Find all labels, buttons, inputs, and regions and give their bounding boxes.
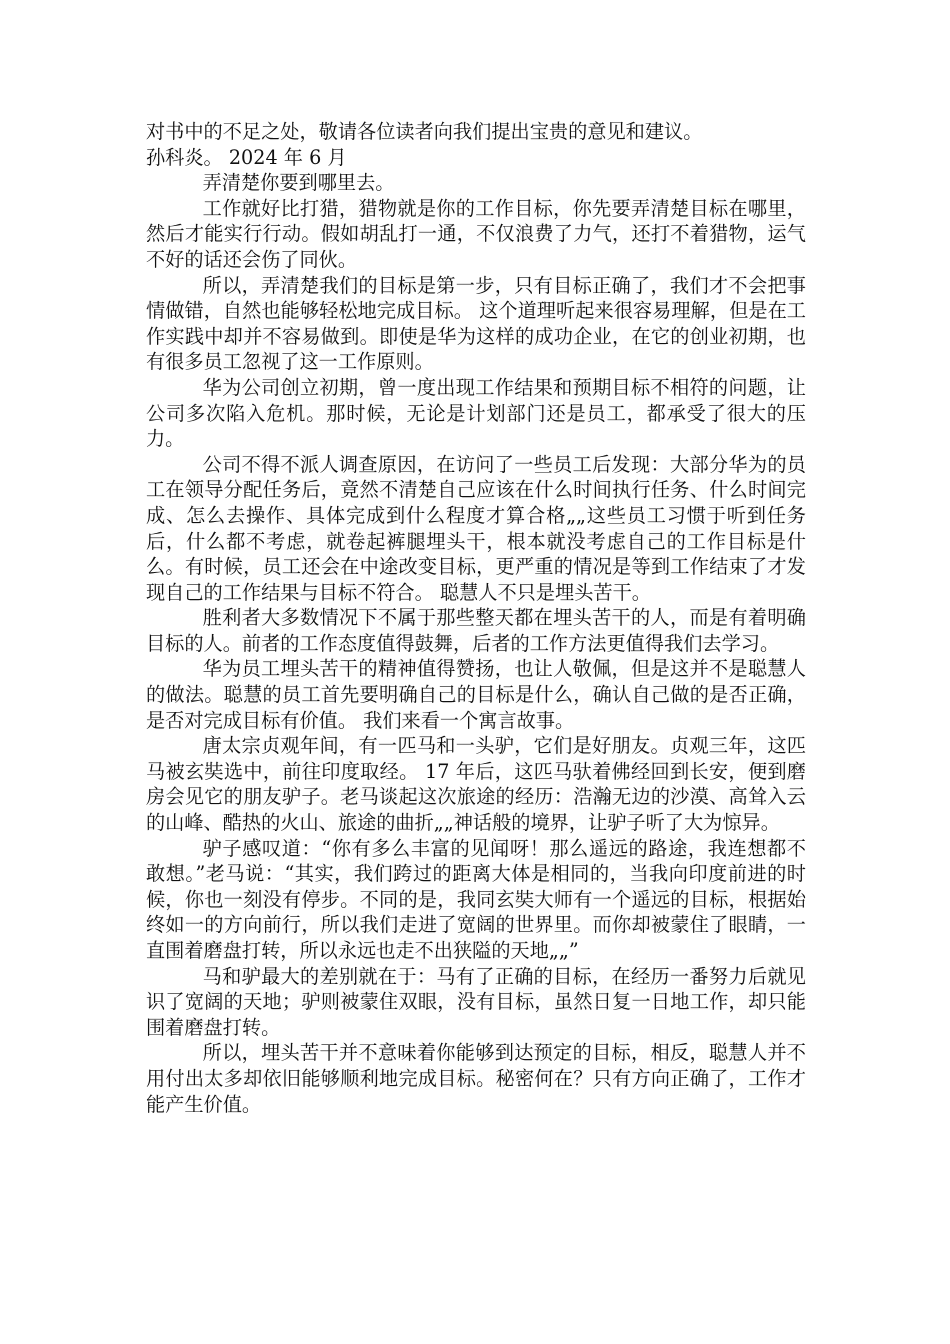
paragraph-investigation: 公司不得不派人调查原因，在访问了一些员工后发现：大部分华为的员工在领导分配任务后，竟然不清楚自己应该在什么时间执行任务、什么时间完成、怎么去操作、具体完成到什么程度才算合格„„这些员工习惯于听到任务后，什么都不考虑，就卷起裤腿埋头干，根本就没考虑自己的工作目标是什么。有时候，员工还会在中途改变目标，更严重的情况是等到工作结束了才发现自己的工作结果与目标不符合。 聪慧人不只是埋头苦干。 (146, 452, 806, 604)
paragraph-winners: 胜利者大多数情况下不属于那些整天都在埋头苦干的人，而是有着明确目标的人。前者的工作态度值得鼓舞，后者的工作方法更值得我们去学习。 (146, 606, 806, 655)
paragraph-smart-employee: 华为员工埋头苦干的精神值得赞扬，也让人敬佩，但是这并不是聪慧人的做法。聪慧的员工首先要明确自己的目标是什么，确认自己做的是否正确，是否对完成目标有价值。 我们来看一个寓言故事。 (146, 657, 806, 732)
paragraph-section-heading: 弄清楚你要到哪里去。 (202, 171, 395, 195)
paragraph-hunting-analogy: 工作就好比打猎，猎物就是你的工作目标，你先要弄清楚目标在哪里，然后才能实行行动。假如胡乱打一通，不仅浪费了力气，还打不着猎物，运气不好的话还会伤了同伙。 (146, 196, 806, 271)
paragraph-huawei-early: 华为公司创立初期，曾一度出现工作结果和预期目标不相符的问题，让公司多次陷入危机。那时候，无论是计划部门还是员工，都承受了很大的压力。 (146, 375, 806, 451)
paragraph-first-step: 所以，弄清楚我们的目标是第一步，只有目标正确了，我们才不会把事情做错，自然也能够轻松地完成目标。 这个道理听起来很容易理解，但是在工作实践中却并不容易做到。即使是华为这样的成功企业，在它的创业初期，也有很多员工忽视了这一工作原则。 (146, 273, 806, 374)
paragraph-signature-date: 孙科炎。 2024 年 6 月 (146, 145, 347, 169)
paragraph-conclusion: 所以，埋头苦干并不意味着你能够到达预定的目标，相反，聪慧人并不用付出太多却依旧能够顺利地完成目标。秘密何在？只有方向正确了，工作才能产生价值。 (146, 1041, 806, 1116)
paragraph-fable-dialogue: 驴子感叹道：“你有多么丰富的见闻呀！那么遥远的路途，我连想都不敢想。”老马说：“其实，我们跨过的距离大体是相同的，当我向印度前进的时候，你也一刻没有停步。不同的是，我同玄奘大师有一个遥远的目标，根据始终如一的方向前行，所以我们走进了宽阔的世界里。而你却被蒙住了眼睛，一直围着磨盘打转，所以永远也走不出狭隘的天地„„” (146, 836, 806, 962)
paragraph-fable-start: 唐太宗贞观年间，有一匹马和一头驴，它们是好朋友。贞观三年，这匹马被玄奘选中，前往印度取经。 17 年后，这匹马驮着佛经回到长安，便到磨房会见它的朋友驴子。老马谈起这次旅途的经历：浩瀚无边的沙漠、高耸入云的山峰、酷热的火山、旅途的曲折„„神话般的境界，让驴子听了大为惊异。 (146, 734, 806, 835)
paragraph-fable-moral: 马和驴最大的差别就在于：马有了正确的目标，在经历一番努力后就见识了宽阔的天地；驴则被蒙住双眼，没有目标，虽然日复一日地工作，却只能围着磨盘打转。 (146, 964, 806, 1039)
document-body (146, 119, 806, 1117)
paragraph-preface-closing: 对书中的不足之处，敬请各位读者向我们提出宝贵的意见和建议。 (146, 120, 703, 143)
